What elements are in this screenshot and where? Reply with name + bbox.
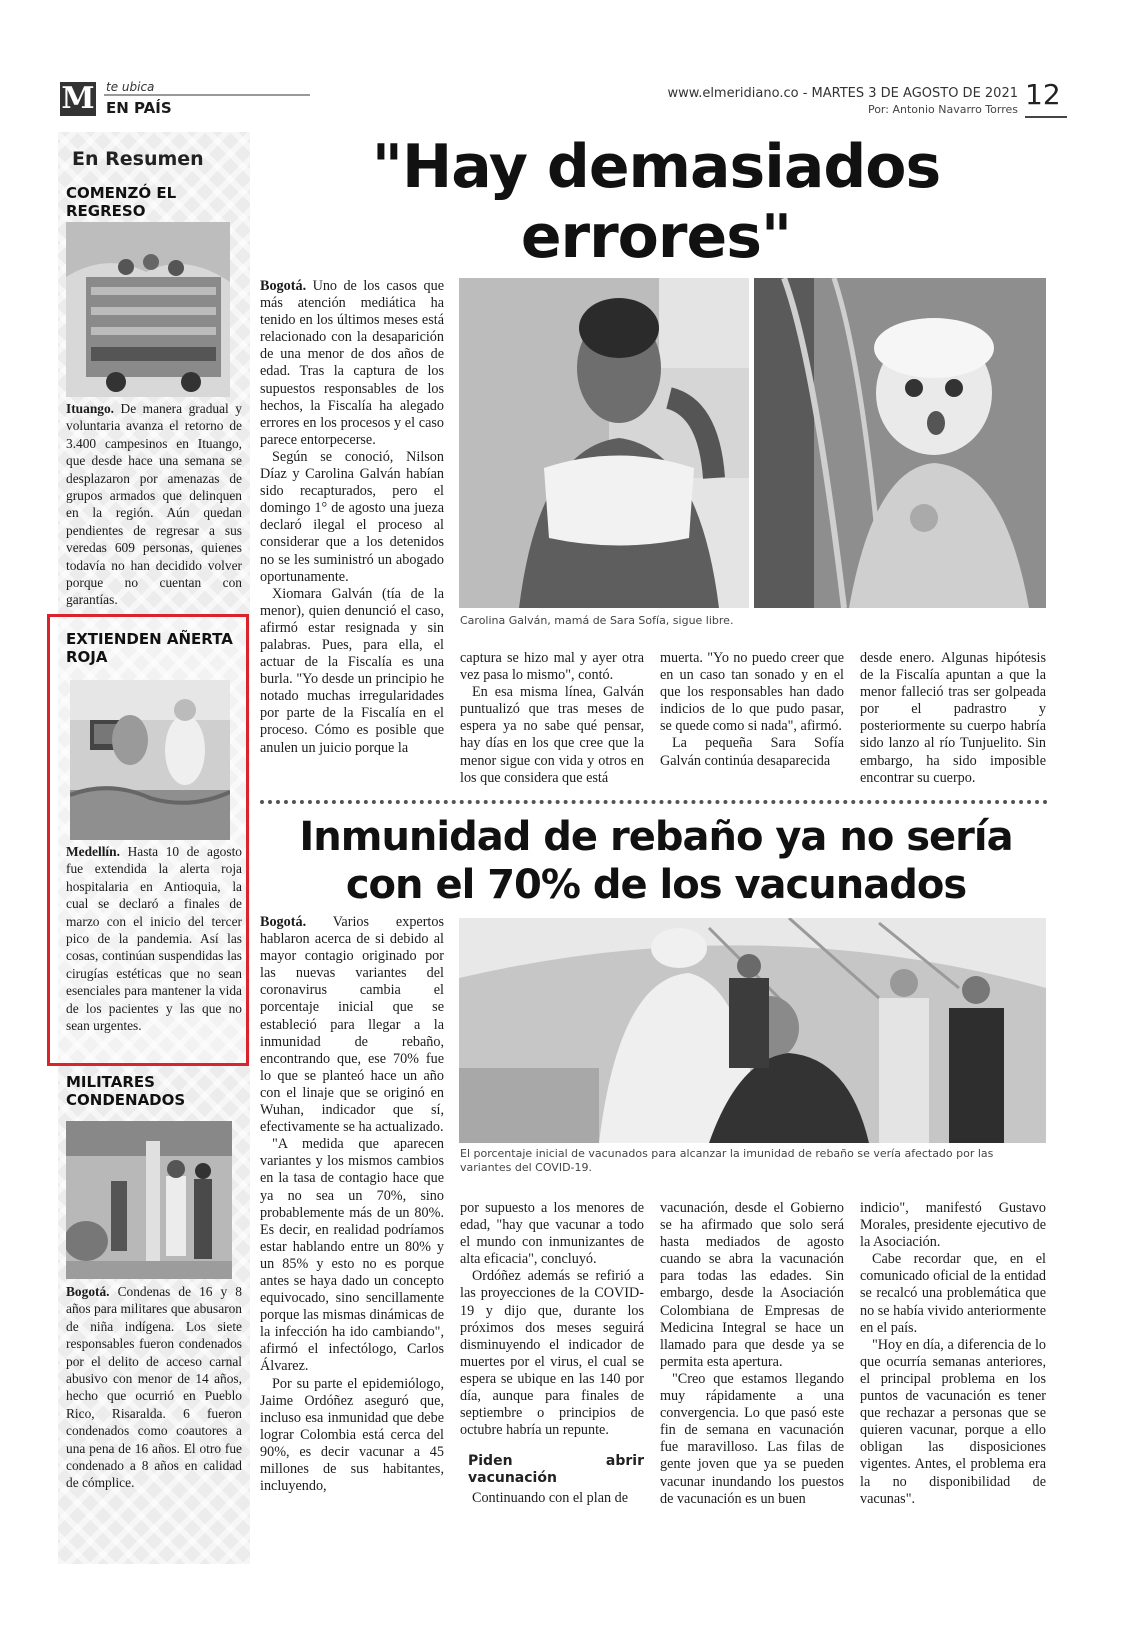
photo-carolina-galvan (459, 278, 749, 608)
article2-column-3: vacunación, desde el Gobierno se ha afirmado que solo será hasta mediados de agosto cuando se abra la vacunación para todas las edades. Sin embargo, desde la Asociación Colombiana de Empresas de Medicina Integral se hace un llamado para que desde ya se permita esta apertura. "Creo que estamos llegando muy rápidamente a una convergencia. Lo que pasó este fin de semana en vacunación fue maravilloso. Las filas de gente joven que ya se pueden vacunar inundando los puestos de vacunación es un buen (660, 1200, 844, 1507)
article2-column-2: por supuesto a los menores de edad, "hay que vacunar a todo el mundo con inmunizantes de alta eficacia", concluyó. Ordóñez además se refirió a las proyecciones de la COVID-19 y dijo que, durante los próximos dos meses seguirá disminuyendo el indicador de muertes por el virus, el cual se espera se ubique en las 140 por día, aunque para finales de septiembre o principios de octubre habría un repunte. Piden abrir vacunación Continuando con el plan de (460, 1200, 644, 1506)
newspaper-logo: M (61, 81, 95, 116)
article1-headline-line2: errores" (520, 202, 792, 272)
article1-column-1: Bogotá. Uno de los casos que más atención mediática ha tenido en los últimos meses está relacionado con la desaparición de una menor de dos años de edad. Tras la captura de los supuestos responsables de los hechos, la Fiscalía ha alegado errores en los procesos y el caso parece entorpecerse. Según se conoció, Nilson Díaz y Carolina Galván habían sido recapturados, pero el domingo 1° de agosto una jueza declaró ilegal el proceso al considerar que a los detenidos no se les suministró un abogado oportunamente. Xiomara Galván (tía de la menor), quien denunció el caso, afirmó estar resignada y sin palabras. Pues, para ella, el actuar de la Fiscalía es una burla. "Yo desde un principio he notado muchas irregularidades por parte de la Fiscalía en el proceso. Cómo es posible que anulen un juicio porque la (260, 278, 444, 756)
sidebar-item-text: Bogotá. Condenas de 16 y 8 años para militares que abusaron de niña indígena. Los siete responsables fueron condenados por el delito de acceso carnal abusivo con menor de 14 años, hecho que ocurrió en Pueblo Rico, Risaralda. 6 fueron condenados como coautores a una pena de 16 años. El otro fue condenado a 8 años en calidad de cómplice. (66, 1284, 242, 1491)
section-name: EN PAÍS (106, 99, 172, 117)
sidebar-item-headline: COMENZÓ EL REGRESO (66, 184, 177, 220)
page-number: 12 (1025, 78, 1061, 111)
article1-column-3: muerta. "Yo no puedo creer que en un caso tan sonado y en el que los responsables han dado indicios de lo que pudo pasar, se quede como si nada", afirmó. La pequeña Sara Sofía Galván continúa desaparecida (660, 650, 844, 769)
article2-headline-line1: Inmunidad de rebaño ya no sería (299, 814, 1013, 860)
article1-headline-line1: "Hay demasiados (371, 132, 941, 202)
sidebar-title: En Resumen (72, 148, 204, 170)
sidebar-item-text: Medellín. Hasta 10 de agosto fue extendida la alerta roja hospitalaria en Antioquia, la cual se declaró a finales de marzo con el inicio del tercer pico de la pandemia. Así las cosas, continúan suspendidas las cirugías estéticas que no sean esenciales para mantener la vida de los pacientes y las que no sean urgentes. (66, 844, 242, 1034)
article2-headline-line2: con el 70% de los vacunados (345, 862, 967, 908)
photo-soldiers (66, 1121, 232, 1279)
photo-sara-sofia (754, 278, 1046, 608)
article1-photo-caption: Carolina Galván, mamá de Sara Sofía, sigue libre. (460, 614, 734, 627)
article1-column-2: captura se hizo mal y ayer otra vez pasa lo mismo", contó. En esa misma línea, Galván puntualizó que tras meses de espera ya no sabe qué pensar, hay días en los que cree que la menor sigue con vida y otros en los que considera que está (460, 650, 644, 786)
site-and-date: www.elmeridiano.co - MARTES 3 DE AGOSTO DE 2021 (667, 86, 1018, 101)
photo-vaccination (459, 918, 1046, 1143)
page-number-rule (1025, 116, 1067, 118)
header-rule (104, 94, 310, 96)
article2-column-1: Bogotá. Varios expertos hablaron acerca de si debido al mayor contagio originado por las nuevas variantes del coronavirus cambia el porcentaje inicial que se estableció para llegar a la inmunidad de rebaño, encontrando que, ese 70% fue lo que se planteó hace un año con el linaje que se originó en Wuhan, indicador que sí, efectivamente se ha actualizado. "A medida que aparecen variantes y los mismos cambios en la tasa de contagio hace que ya no sea un 70%, sino probablemente más de un 80%. Es decir, en realidad podríamos estar hablando entre un 80% y un 85% y esto no es porque antes se haya dado un concepto equivocado, sino sencillamente porque las mismas dinámicas de la infección ha ido cambiando", afirmó el infectólogo, Carlos Álvarez. Por su parte el epidemiólogo, Jaime Ordóñez aseguró que, incluso esa inmunidad que debe lograr Colombia está cerca del 90%, es decir vacunar a 45 millones de sus habitantes, incluyendo, (260, 914, 444, 1495)
article1-column-4: desde enero. Algunas hipótesis de la Fiscalía apuntan a que la menor falleció tras ser golpeada por el padrastro y posteriormente su cuerpo habría sido lanzo al río Tunjuelito. Sin embargo, ha sido imposible encontrar su cuerpo. (860, 650, 1046, 786)
sidebar-item-text: Ituango. De manera gradual y voluntaria avanza el retorno de 3.400 campesinos en Ituango, que desde hace una semana se desplazaron por amenazas de grupos armados que delinquen en la región. Aún quedan pendientes de regresar a sus veredas 609 personas, quienes todavía no han decidido volver porque no cuentan con garantías. (66, 401, 242, 608)
byline: Por: Antonio Navarro Torres (867, 103, 1018, 116)
photo-returning-truck (66, 222, 230, 397)
article2-headline (262, 813, 1050, 909)
article2-subhead: Piden abrir vacunación (468, 1453, 644, 1487)
sidebar-item-headline: EXTIENDEN AÑERTA ROJA (66, 630, 233, 666)
article-divider (260, 800, 1048, 804)
article1-headline (262, 132, 1050, 272)
highlight-box (47, 614, 249, 1066)
section-kicker: te ubica (106, 80, 155, 94)
article2-column-4: indicio", manifestó Gustavo Morales, presidente ejecutivo de la Asociación. Cabe recordar que, en el comunicado oficial de la entidad se recalcó una problemática que no se había vivido anteriormente en el país. "Hoy en día, a diferencia de lo que ocurría semanas anteriores, el principal problema en los puntos de vacunación es tener que rechazar a personas que se quieren vacunar, porque a ello obligan las disposiciones vigentes. Antes, el problema era la no disponibilidad de vacunas". (860, 1200, 1046, 1507)
sidebar-item-headline: MILITARES CONDENADOS (66, 1073, 186, 1109)
article2-photo-caption: El porcentaje inicial de vacunados para alcanzar la imunidad de rebaño se vería afectado por las variantes del COVID-19. (460, 1147, 994, 1174)
